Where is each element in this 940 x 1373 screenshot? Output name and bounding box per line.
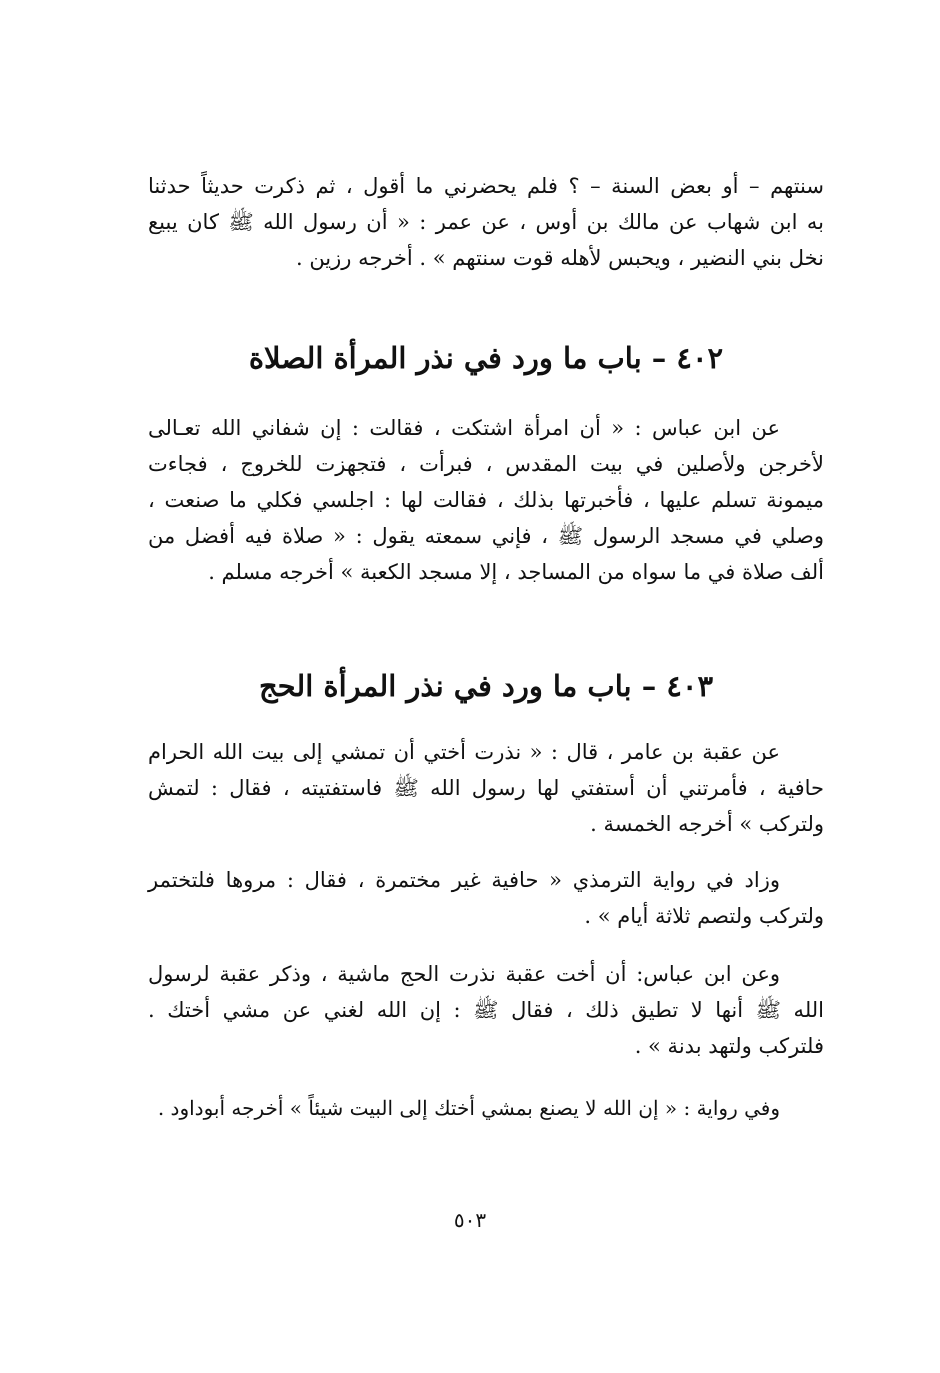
text-line: ميمونة تسلم عليها ، فأخبرتها بذلك ، فقالت لها : اجلسي فكلي ما صنعت ، [148, 488, 824, 512]
section-403-paragraph-4 [148, 1090, 824, 1126]
text-line: به ابن شهاب عن مالك بن أوس ، عن عمر : « أن رسول الله ﷺ كان يبيع [148, 210, 824, 234]
section-403-paragraph-2 [148, 862, 824, 934]
section-403-paragraph-3 [148, 956, 824, 1064]
intro-paragraph [148, 168, 824, 276]
section-403-heading: ٤٠٣ – باب ما ورد في نذر المرأة الحج [258, 669, 714, 703]
text-line: ولتركب ولتصم ثلاثة أيام » . [584, 904, 824, 928]
section-402-paragraph [148, 410, 824, 590]
text-line: الله ﷺ أنها لا تطيق ذلك ، فقال ﷺ : إن الله لغني عن مشي أختك . [148, 998, 824, 1022]
text-line: وزاد في رواية الترمذي « حافية غير مختمرة ، فقال : مروها فلتختمر [148, 868, 780, 892]
section-403-paragraph-1 [148, 734, 824, 842]
text-line: ولتركب » أخرجه الخمسة . [590, 812, 824, 836]
text-line: سنتهم – أو بعض السنة – ؟ فلم يحضرني ما أقول ، ثم ذكرت حديثاً حدثنا [148, 174, 824, 198]
text-line: عن عقبة بن عامر ، قال : « نذرت أختي أن تمشي إلى بيت الله الحرام [148, 740, 780, 764]
text-line: فلتركب ولتهد بدنة » . [634, 1034, 824, 1058]
section-402-heading: ٤٠٢ – باب ما ورد في نذر المرأة الصلاة [248, 341, 724, 375]
text-line: عن ابن عباس : « أن امرأة اشتكت ، فقالت : إن شفاني الله تعـالى [148, 416, 780, 440]
text-line: وعن ابن عباس: أن أخت عقبة نذرت الحج ماشية ، وذكر عقبة لرسول [148, 962, 780, 986]
text-line: وفي رواية : « إن الله لا يصنع بمشي أختك إلى البيت شيئاً » أخرجه أبوداود . [157, 1096, 780, 1120]
text-line: لأخرجن ولأصلين في بيت المقدس ، فبرأت ، فتجهزت للخروج ، فجاءت [148, 452, 824, 476]
page-number: ٥٠٣ [453, 1208, 487, 1232]
text-line: وصلي في مسجد الرسول ﷺ ، فإني سمعته يقول : « صلاة فيه أفضل من [148, 524, 824, 548]
text-line: ألف صلاة في ما سواه من المساجد ، إلا مسجد الكعبة » أخرجه مسلم . [208, 560, 824, 584]
text-line: حافية ، فأمرتني أن أستفتي لها رسول الله ﷺ فاستفتيته ، فقال : لتمش [148, 776, 824, 800]
text-line: نخل بني النضير ، ويحبس لأهله قوت سنتهم » . أخرجه رزين . [295, 246, 824, 270]
